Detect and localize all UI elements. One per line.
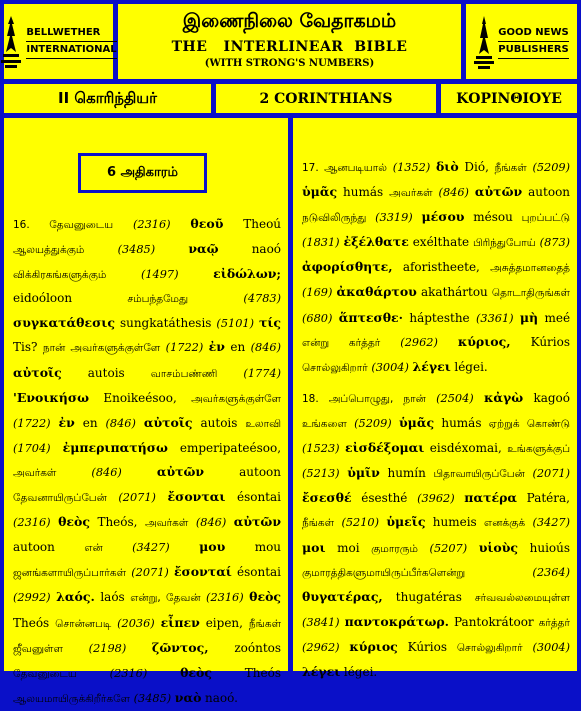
strongs-number: (3485) <box>117 243 156 257</box>
transliteration: ésesthé <box>361 491 408 506</box>
transliteration: eisdéxomai, <box>429 441 502 456</box>
greek-word: διὸ <box>435 159 459 174</box>
greek-word: ἅπτεσθε· <box>338 309 404 325</box>
transliteration: mésou <box>473 210 513 225</box>
right-column <box>293 118 577 680</box>
book-name-english: 2 CORINTHIANS <box>216 84 436 113</box>
greek-word: λαός. <box>56 589 95 605</box>
tamil-text: உங்களை <box>302 418 347 431</box>
tamil-text: நீங்கள் <box>494 162 527 174</box>
greek-word: θεὸς <box>249 589 282 605</box>
transliteration: Kúrios <box>530 334 571 349</box>
greek-word: ὑμᾶς <box>302 184 338 200</box>
strongs-number: (169) <box>302 286 333 300</box>
strongs-number: (3319) <box>375 211 413 225</box>
greek-word: ἔσονταί <box>173 564 232 580</box>
tamil-text: சொல்லுகிறார் <box>456 641 523 654</box>
greek-word: κύριος, <box>457 333 511 349</box>
greek-word: ἐμπεριπατήσω <box>62 439 168 455</box>
transliteration: Enoikeésoo, <box>103 390 177 405</box>
transliteration: Theoú <box>243 217 282 231</box>
transliteration: autoon <box>13 540 55 555</box>
transliteration: huioús <box>529 540 571 555</box>
strongs-number: (1774) <box>243 366 281 380</box>
greek-word: μὴ <box>519 309 539 325</box>
transliteration: autois <box>87 365 125 380</box>
tamil-text: உங்களுக்குப் <box>507 443 571 456</box>
publisher-logo-right <box>466 4 577 79</box>
tamil-text: கொண்டு <box>526 418 570 431</box>
strongs-number: (2071) <box>131 566 169 580</box>
strongs-number: (846) <box>250 341 281 355</box>
greek-word: ἐξέλθατε <box>343 234 409 250</box>
strongs-number: (5210) <box>341 516 380 530</box>
tamil-text: ஆலயமாயிருக்கிறீர்களே <box>13 692 131 705</box>
transliteration: meé <box>544 310 571 325</box>
tamil-text: அவர்கள் <box>144 517 189 530</box>
transliteration: háptesthe <box>409 310 470 325</box>
tamil-text: சொன்னபடி <box>55 617 112 630</box>
greek-word: υἱοὺς <box>478 539 519 555</box>
bellwether-logo-icon <box>0 14 22 70</box>
transliteration: aforistheete, <box>402 260 480 275</box>
greek-word: παντοκράτωρ. <box>344 613 450 629</box>
tamil-text: விக்கிரகங்களுக்கும் <box>13 269 107 282</box>
strongs-number: (2992) <box>13 591 51 605</box>
strongs-number: (1831) <box>302 236 340 250</box>
greek-word: αὐτῶν <box>156 463 205 479</box>
transliteration: humeis <box>432 515 477 530</box>
strongs-number: (846) <box>438 186 469 200</box>
greek-word: ὑμῖν <box>347 465 380 481</box>
transliteration: Theós <box>13 615 50 630</box>
strongs-number: (2071) <box>118 491 156 505</box>
tamil-text: பிரிந்துபோய் <box>473 237 536 250</box>
strongs-number: (2364) <box>532 565 570 579</box>
tamil-text: 17. ஆனபடியால் <box>302 162 387 174</box>
greek-word: εἶπεν <box>160 614 200 630</box>
greek-word: αὐτῶν <box>474 184 523 200</box>
greek-word: θεοῦ <box>190 216 224 231</box>
transliteration: ésontai <box>236 490 281 505</box>
transliteration: emperipateésoo, <box>179 440 282 455</box>
strongs-number: (3485) <box>133 691 172 705</box>
greek-word: ἀκαθάρτου <box>336 284 417 300</box>
greek-word: εἰσδέξομαι <box>344 440 425 456</box>
transliteration: humín <box>387 466 426 481</box>
transliteration: Theós, <box>97 515 138 530</box>
strongs-number: (873) <box>539 236 571 250</box>
strongs-number: (2316) <box>109 666 148 680</box>
greek-word: ἐν <box>58 414 75 430</box>
publisher-right-line2: PUBLISHERS <box>498 42 568 59</box>
tamil-text: சர்வவல்லமையுள்ள <box>474 591 570 604</box>
greek-word: ναῷ <box>188 241 219 257</box>
greek-word: αὐτῶν <box>233 514 281 530</box>
transliteration: eipen, <box>205 615 243 630</box>
tamil-text: தொடாதிருங்கள் <box>491 287 570 300</box>
good-news-logo-icon <box>474 14 494 70</box>
greek-word: ναὸ <box>174 689 202 705</box>
strongs-number: (3427) <box>132 541 170 555</box>
strongs-number: (1704) <box>13 441 51 455</box>
transliteration: autoon <box>239 464 282 479</box>
transliteration: Theós <box>244 665 281 680</box>
strongs-number: (5101) <box>216 317 254 331</box>
transliteration: akathártou <box>420 285 488 300</box>
strongs-number: (680) <box>302 311 333 325</box>
publisher-name-right <box>498 25 568 59</box>
title-subtitle: (WITH STRONG'S NUMBERS) <box>204 58 375 69</box>
tamil-text: வாசம்பண்ணி <box>150 367 218 380</box>
greek-word: ἔσεσθέ <box>302 490 352 506</box>
tamil-text: நடுவிலிருந்து <box>302 212 367 225</box>
verse-18 <box>302 386 570 684</box>
tamil-text: புறப்பட்டு <box>521 212 570 225</box>
greek-word: πατέρα <box>464 490 518 506</box>
transliteration: humás <box>343 185 384 200</box>
title-tamil: இணைநிலை வேதாகமம் <box>182 10 397 32</box>
strongs-number: (2071) <box>532 467 571 481</box>
strongs-number: (2962) <box>400 335 438 349</box>
strongs-number: (4783) <box>243 292 281 306</box>
strongs-number: (1523) <box>302 442 340 456</box>
greek-word: εἰδώλων; <box>213 266 282 282</box>
title-block <box>118 4 461 79</box>
tamil-text: என்று, தேவன் <box>130 592 201 605</box>
tamil-text: அவர்கள் <box>389 187 433 200</box>
strongs-number: (846) <box>195 516 227 530</box>
tamil-text: தேவனாயிருப்பேன் <box>13 492 107 505</box>
greek-word: αὐτοῖς <box>143 414 193 430</box>
strongs-number: (2962) <box>302 640 340 654</box>
strongs-number: (1722) <box>13 416 51 430</box>
strongs-number: (3361) <box>475 311 514 325</box>
greek-word: ὑμεῖς <box>386 514 426 530</box>
tamil-text: 16. தேவனுடைய <box>13 219 114 231</box>
transliteration: naoó <box>251 242 282 257</box>
greek-word: κύριος <box>349 638 398 654</box>
transliteration: zoóntos <box>234 640 282 655</box>
transliteration: légei. <box>454 359 488 374</box>
transliteration: Dió, <box>464 160 489 174</box>
tamil-text: நீங்கள் <box>302 517 335 530</box>
greek-word: συγκατάθεσις <box>13 315 115 331</box>
transliteration: kagoó <box>533 391 570 405</box>
transliteration: laós <box>100 590 125 605</box>
greek-word: λέγει <box>302 664 341 680</box>
transliteration: autoon <box>528 185 571 200</box>
tamil-text: தேவனுடைய <box>13 667 77 680</box>
strongs-number: (1722) <box>165 341 204 355</box>
strongs-number: (846) <box>105 416 136 430</box>
greek-word: λέγει <box>412 358 451 374</box>
greek-word: ὑμᾶς <box>399 415 435 431</box>
strongs-number: (2198) <box>88 641 127 655</box>
transliteration: mou <box>254 540 282 555</box>
transliteration: eidoóloon <box>13 291 73 306</box>
tamil-text: அவர்கள் <box>13 466 57 479</box>
tamil-text: கர்த்தர் <box>538 616 571 629</box>
publisher-right-line1: GOOD NEWS <box>498 25 568 42</box>
strongs-number: (2316) <box>132 218 171 231</box>
strongs-number: (2504) <box>436 392 474 405</box>
transliteration: en <box>230 340 246 355</box>
strongs-number: (5213) <box>302 467 340 481</box>
greek-word: τίς <box>258 315 282 331</box>
left-column <box>4 118 288 705</box>
transliteration: Kúrios <box>407 639 448 654</box>
greek-word: θυγατέρας, <box>302 588 383 604</box>
tamil-text: நான் அவர்களுக்குள்ளே <box>42 342 161 355</box>
strongs-number: (2316) <box>13 516 51 530</box>
strongs-number: (2316) <box>206 591 244 605</box>
transliteration: autois <box>200 415 238 430</box>
tamil-text: ஏற்றுக் <box>488 418 520 431</box>
tamil-text: என் <box>84 542 103 555</box>
greek-word: αὐτοῖς <box>13 364 62 380</box>
greek-word: μοι <box>302 539 326 555</box>
transliteration: humás <box>441 416 482 431</box>
tamil-text: 18. அப்பொழுது, நான் <box>302 393 426 405</box>
greek-word: ἐν <box>208 339 225 355</box>
tamil-text: நீங்கள் ஜீவனுள்ள <box>13 617 282 655</box>
tamil-text: சம்பந்தமேது <box>127 293 189 306</box>
transliteration: naoó. <box>205 690 238 705</box>
publisher-logo-left <box>4 4 117 79</box>
transliteration: légei. <box>343 665 378 680</box>
strongs-number: (5207) <box>429 541 468 555</box>
strongs-number: (5209) <box>354 417 392 431</box>
tamil-text: அசுத்தமானதைத் <box>490 262 570 275</box>
strongs-number: (846) <box>91 465 122 479</box>
verse-16 <box>13 212 281 711</box>
strongs-number: (3841) <box>302 615 340 629</box>
strongs-number: (5209) <box>532 161 571 174</box>
tamil-text: குமாரரும் <box>371 542 418 555</box>
transliteration: exélthate <box>412 235 470 250</box>
publisher-name-left <box>26 25 116 59</box>
tamil-text: குமாரத்திகளுமாயிருப்பீர்களென்று <box>302 566 466 579</box>
greek-word: μου <box>199 539 226 555</box>
tamil-text: ஜனங்களாயிருப்பார்கள் <box>13 567 127 580</box>
strongs-number: (1497) <box>140 268 179 282</box>
greek-word: 'Ενοικήσω <box>13 389 89 405</box>
verse-17 <box>302 155 570 380</box>
tamil-text: என்று கர்த்தர் <box>302 336 381 349</box>
tamil-text: ஆலயத்துக்கும் <box>13 244 85 257</box>
strongs-number: (3004) <box>371 360 409 374</box>
tamil-text: சொல்லுகிறார் <box>302 361 368 374</box>
transliteration: Pantokrátoor <box>454 614 534 629</box>
greek-word: μέσου <box>421 209 465 225</box>
greek-word: θεὸς <box>180 664 212 680</box>
greek-word: κἀγὼ <box>483 390 524 405</box>
transliteration: thugatéras <box>395 589 462 604</box>
transliteration: sungkatáthesis <box>119 316 212 331</box>
tamil-text: எனக்குக் <box>484 517 526 530</box>
book-name-greek: ΚΟΡΙΝΘΙΟΥΕ <box>441 84 577 113</box>
publisher-left-line1: BELLWETHER <box>26 25 116 42</box>
transliteration: Tis? <box>13 340 38 355</box>
transliteration: en <box>82 415 98 430</box>
greek-word: ἔσονται <box>167 489 226 505</box>
strongs-number: (1352) <box>392 161 431 174</box>
tamil-text: பிதாவாயிருப்பேன் <box>433 468 525 481</box>
greek-word: θεὸς <box>58 514 90 530</box>
tamil-text: உலாவி <box>245 417 282 430</box>
book-name-tamil: II கொரிந்தியர் <box>4 84 211 113</box>
publisher-left-line2: INTERNATIONAL <box>26 42 116 59</box>
transliteration: Patéra, <box>526 491 570 506</box>
strongs-number: (3427) <box>532 516 571 530</box>
strongs-number: (3004) <box>532 640 571 654</box>
transliteration: moi <box>337 540 360 555</box>
transliteration: ésontai <box>236 565 282 580</box>
strongs-number: (2036) <box>117 616 155 630</box>
chapter-heading: 6 அதிகாரம் <box>78 153 207 193</box>
greek-word: ἀφορίσθητε, <box>302 259 393 275</box>
strongs-number: (3962) <box>417 492 455 506</box>
greek-word: ζῶντος, <box>151 639 209 655</box>
tamil-text: அவர்களுக்குள்ளே <box>191 392 281 405</box>
title-english: THE INTERLINEAR BIBLE <box>171 39 408 55</box>
